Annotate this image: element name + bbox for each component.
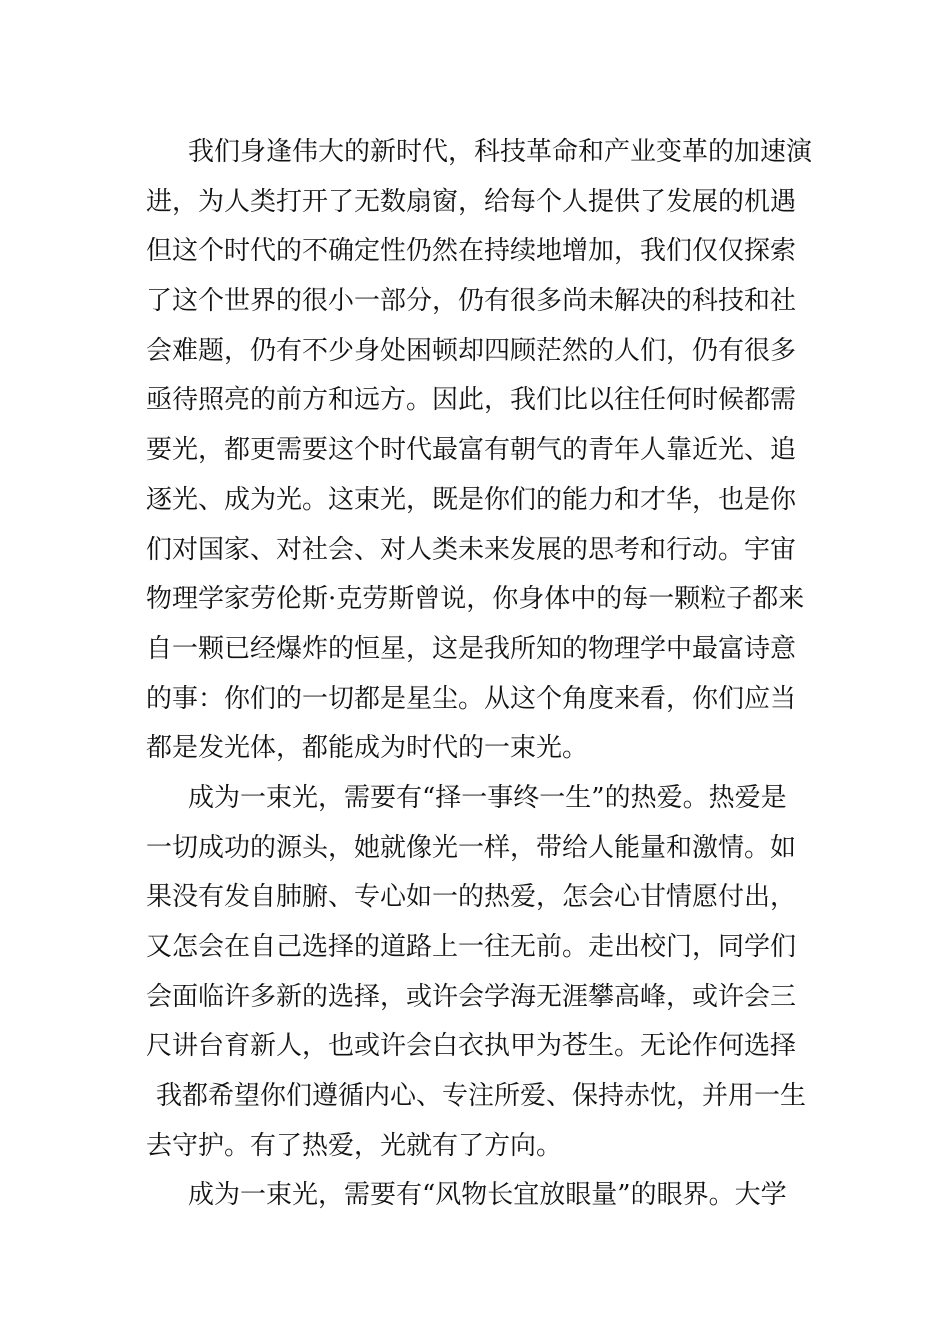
text-line: 会面临许多新的选择，或许会学海无涯攀高峰，或许会三 — [146, 981, 797, 1012]
text-line: 亟待照亮的前方和远方。因此，我们比以往任何时候都需 — [146, 385, 797, 416]
text-line: 自一颗已经爆炸的恒星，这是我所知的物理学中最富诗意 — [146, 633, 797, 664]
text-line: 我们身逢伟大的新时代，科技革命和产业变革的加速演 — [188, 137, 813, 167]
body-text — [146, 128, 826, 1221]
text-line: 去守护。有了热爱，光就有了方向。 — [146, 1130, 563, 1161]
text-line: 我都希望你们遵循内心、专注所爱、保持赤忱，并用一生 — [156, 1081, 807, 1112]
text-line: 尺讲台育新人，也或许会白衣执甲为苍生。无论作何选择 — [146, 1031, 797, 1062]
text-line: 物理学家劳伦斯·克劳斯曾说，你身体中的每一颗粒子都来 — [146, 584, 805, 615]
text-line: 的事：你们的一切都是星尘。从这个角度来看，你们应当 — [146, 683, 797, 714]
text-line: 都是发光体，都能成为时代的一束光。 — [146, 733, 589, 764]
text-line: 成为一束光，需要有“风物长宜放眼量”的眼界。大学 — [188, 1180, 787, 1211]
text-line: 又怎会在自己选择的道路上一往无前。走出校门，同学们 — [146, 932, 797, 962]
text-line: 果没有发自肺腑、专心如一的热爱，怎会心甘情愿付出， — [146, 882, 797, 913]
text-line: 但这个时代的不确定性仍然在持续地增加，我们仅仅探索 — [146, 236, 797, 267]
text-line: 进，为人类打开了无数扇窗，给每个人提供了发展的机遇 — [146, 186, 797, 217]
text-line: 逐光、成为光。这束光，既是你们的能力和才华，也是你 — [146, 484, 797, 515]
text-line: 要光，都更需要这个时代最富有朝气的青年人靠近光、追 — [146, 435, 797, 466]
text-line: 了这个世界的很小一部分，仍有很多尚未解决的科技和社 — [146, 286, 797, 317]
text-line: 们对国家、对社会、对人类未来发展的思考和行动。宇宙 — [146, 534, 797, 565]
text-line: 成为一束光，需要有“择一事终一生”的热爱。热爱是 — [188, 782, 787, 813]
text-line: 会难题，仍有不少身处困顿却四顾茫然的人们，仍有很多 — [146, 335, 797, 366]
text-line: 一切成功的源头，她就像光一样，带给人能量和激情。如 — [146, 832, 797, 863]
